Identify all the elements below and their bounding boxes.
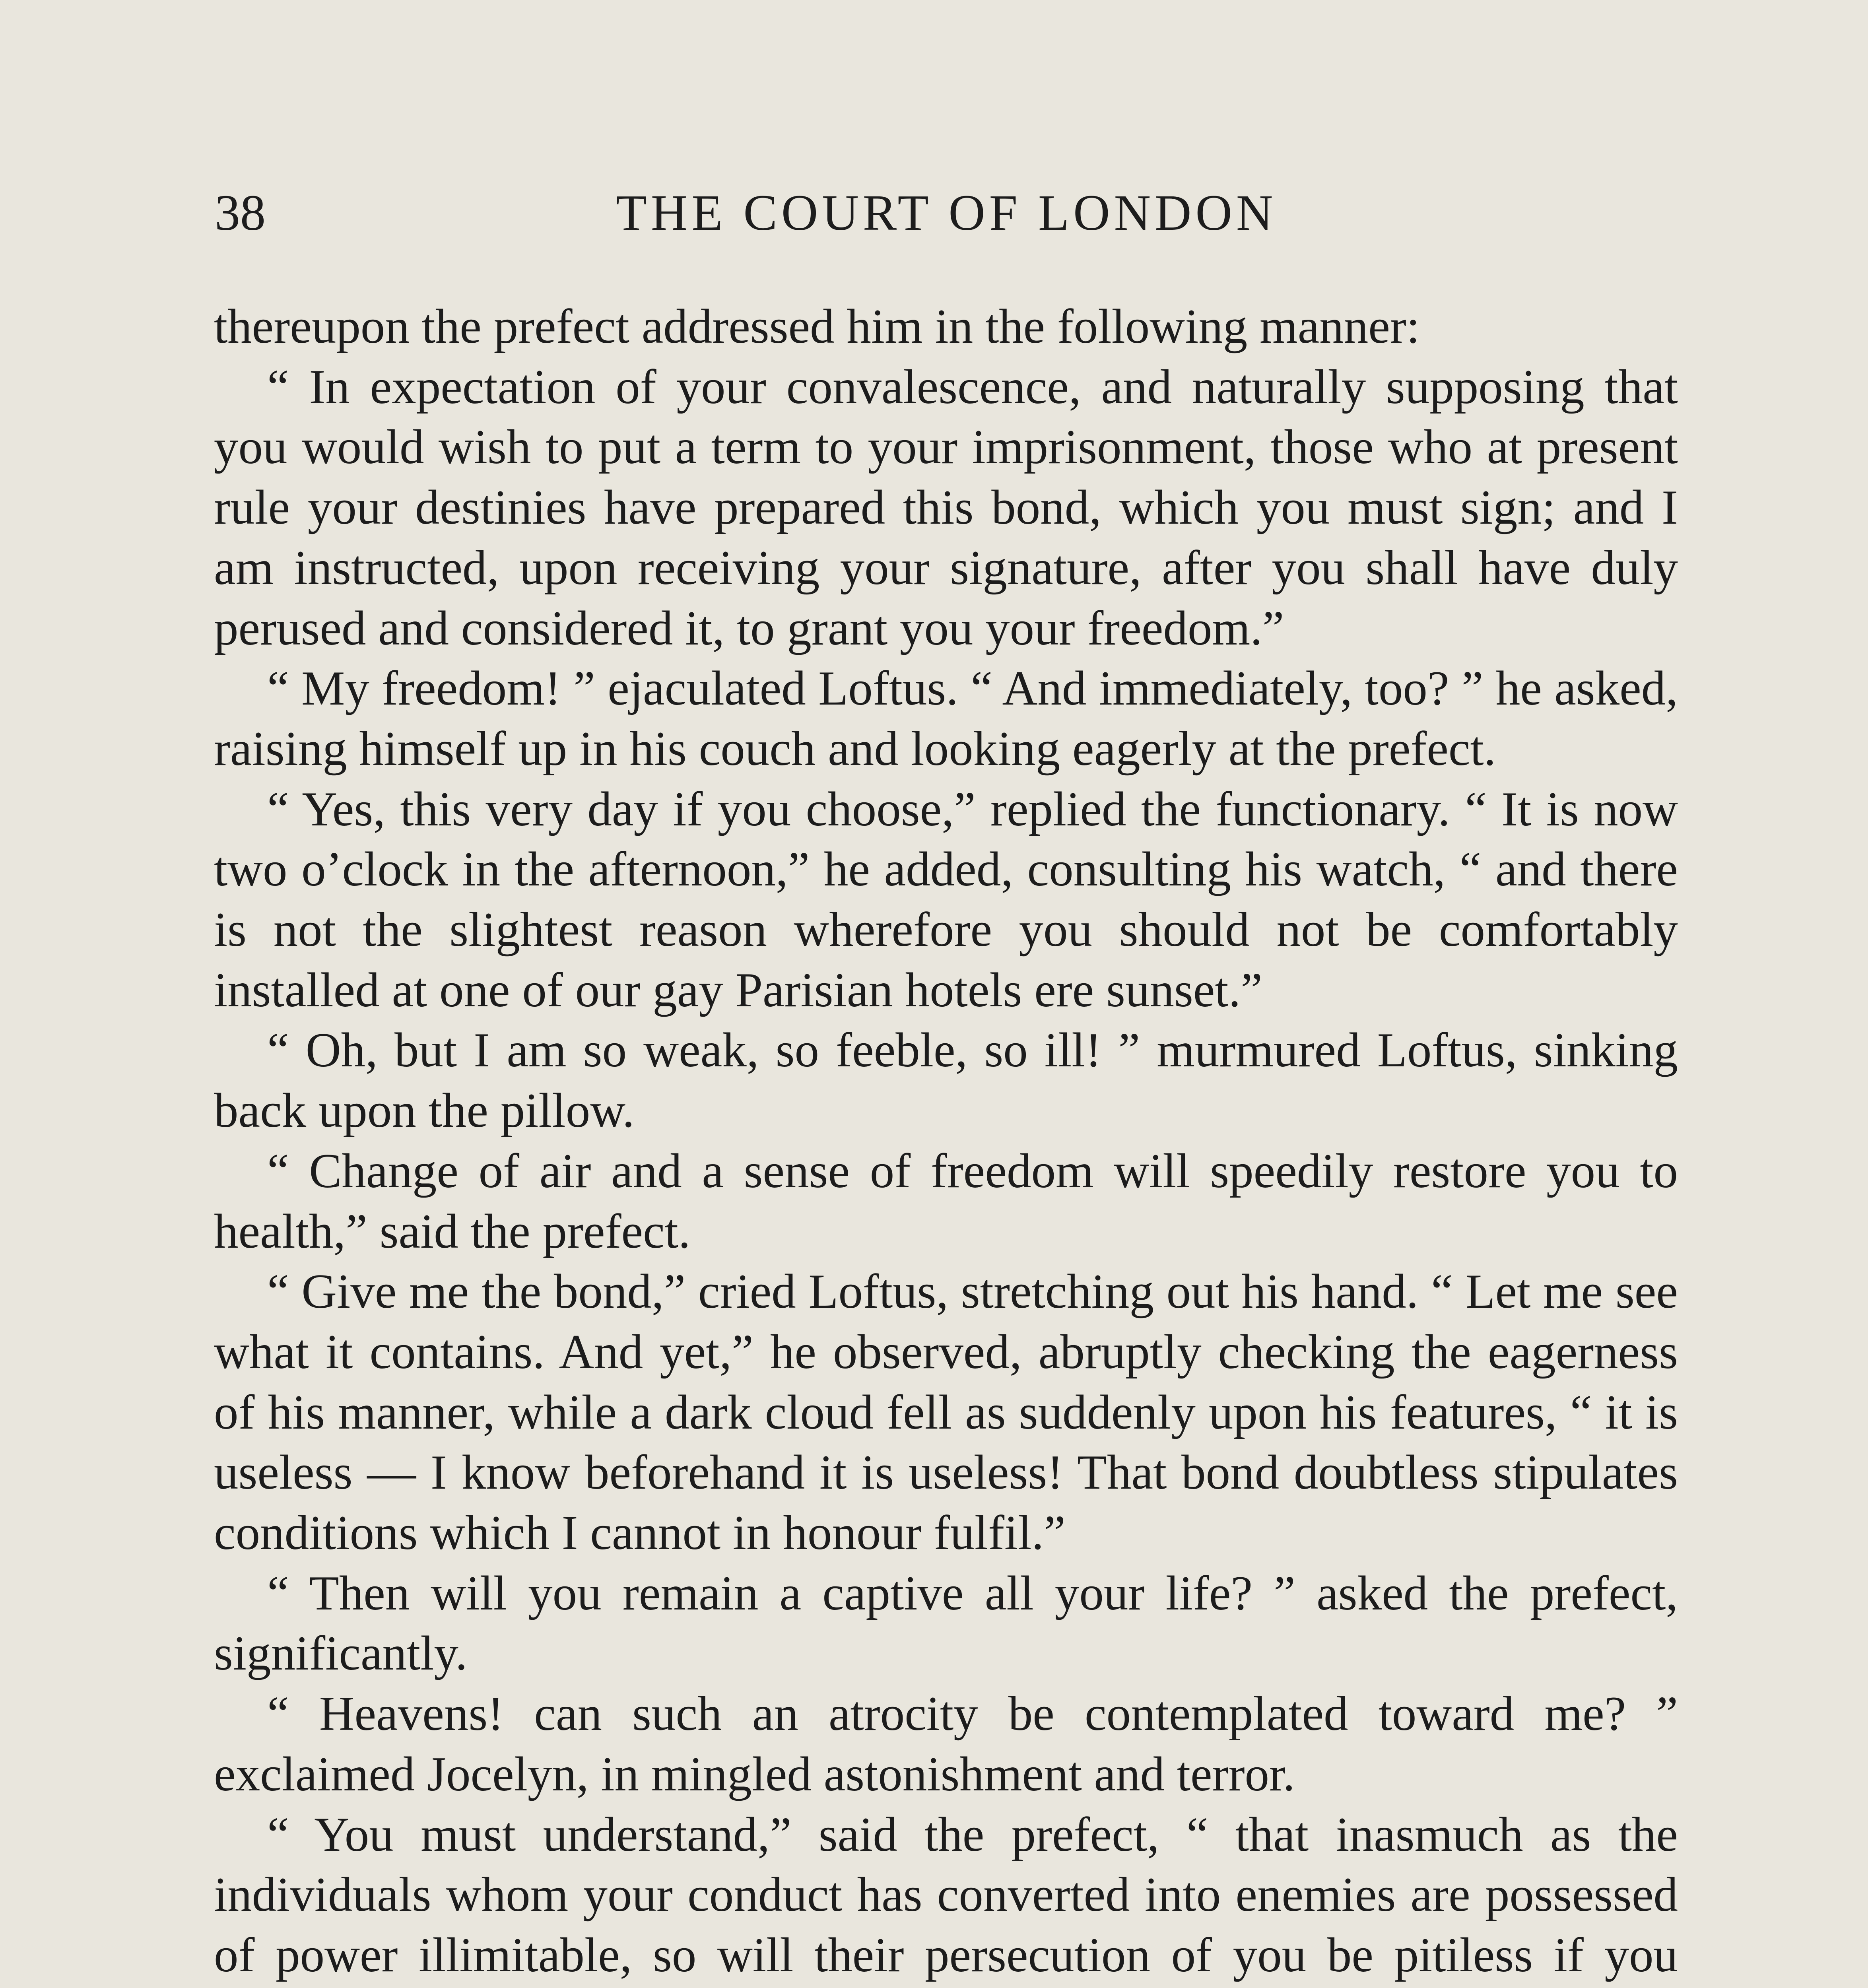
paragraph-continued: thereupon the prefect addressed him in the following manner: — [214, 299, 1420, 353]
paragraph: “ Yes, this very day if you choose,” replied the functionary. “ It is now two o’clock in the afternoon,” he added, consulting his watch, “ and there is not the slightest reason wherefore you should not be comfortably installed at one of our gay Parisian hotels ere sunset.” — [214, 781, 1678, 1017]
body-text — [214, 296, 1678, 1988]
paragraph: “ Oh, but I am so weak, so feeble, so ill! ” murmured Loftus, sinking back upon the pillow. — [214, 1023, 1678, 1138]
paragraph: “ My freedom! ” ejaculated Loftus. “ And immediately, too? ” he asked, raising himself up in his couch and looking eagerly at the prefect. — [214, 661, 1678, 776]
paragraph: “ Change of air and a sense of freedom will speedily restore you to health,” said the prefect. — [214, 1143, 1678, 1258]
page-header — [215, 181, 1678, 245]
running-head: THE COURT OF LONDON — [616, 184, 1277, 241]
paragraph: “ You must understand,” said the prefect, “ that inasmuch as the individuals whom your conduct has converted into enemies are possessed of power illimitable, so will their persecution of you be pitiless if you — [214, 1807, 1678, 1982]
paragraph: “ In expectation of your convalescence, and naturally supposing that you would wish to put a term to your imprisonment, those who at present rule your destinies have prepared this bond, which you must sign; and I am instructed, upon receiving your signature, after you shall have duly perused and considered it, to grant you your freedom.” — [214, 359, 1678, 655]
paragraph: “ Give me the bond,” cried Loftus, stretching out his hand. “ Let me see what it contains. And yet,” he observed, abruptly checking the eagerness of his manner, while a dark cloud fell as suddenly upon his features, “ it is useless — I know beforehand it is useless! That bond doubtless stipulates conditions which I cannot in honour fulfil.” — [214, 1264, 1678, 1560]
paragraph: “ Then will you remain a captive all your life? ” asked the prefect, significantly. — [214, 1565, 1678, 1681]
paragraph: “ Heavens! can such an atrocity be contemplated toward me? ” exclaimed Jocelyn, in mingled astonishment and terror. — [214, 1686, 1678, 1801]
page-number: 38 — [215, 184, 266, 241]
